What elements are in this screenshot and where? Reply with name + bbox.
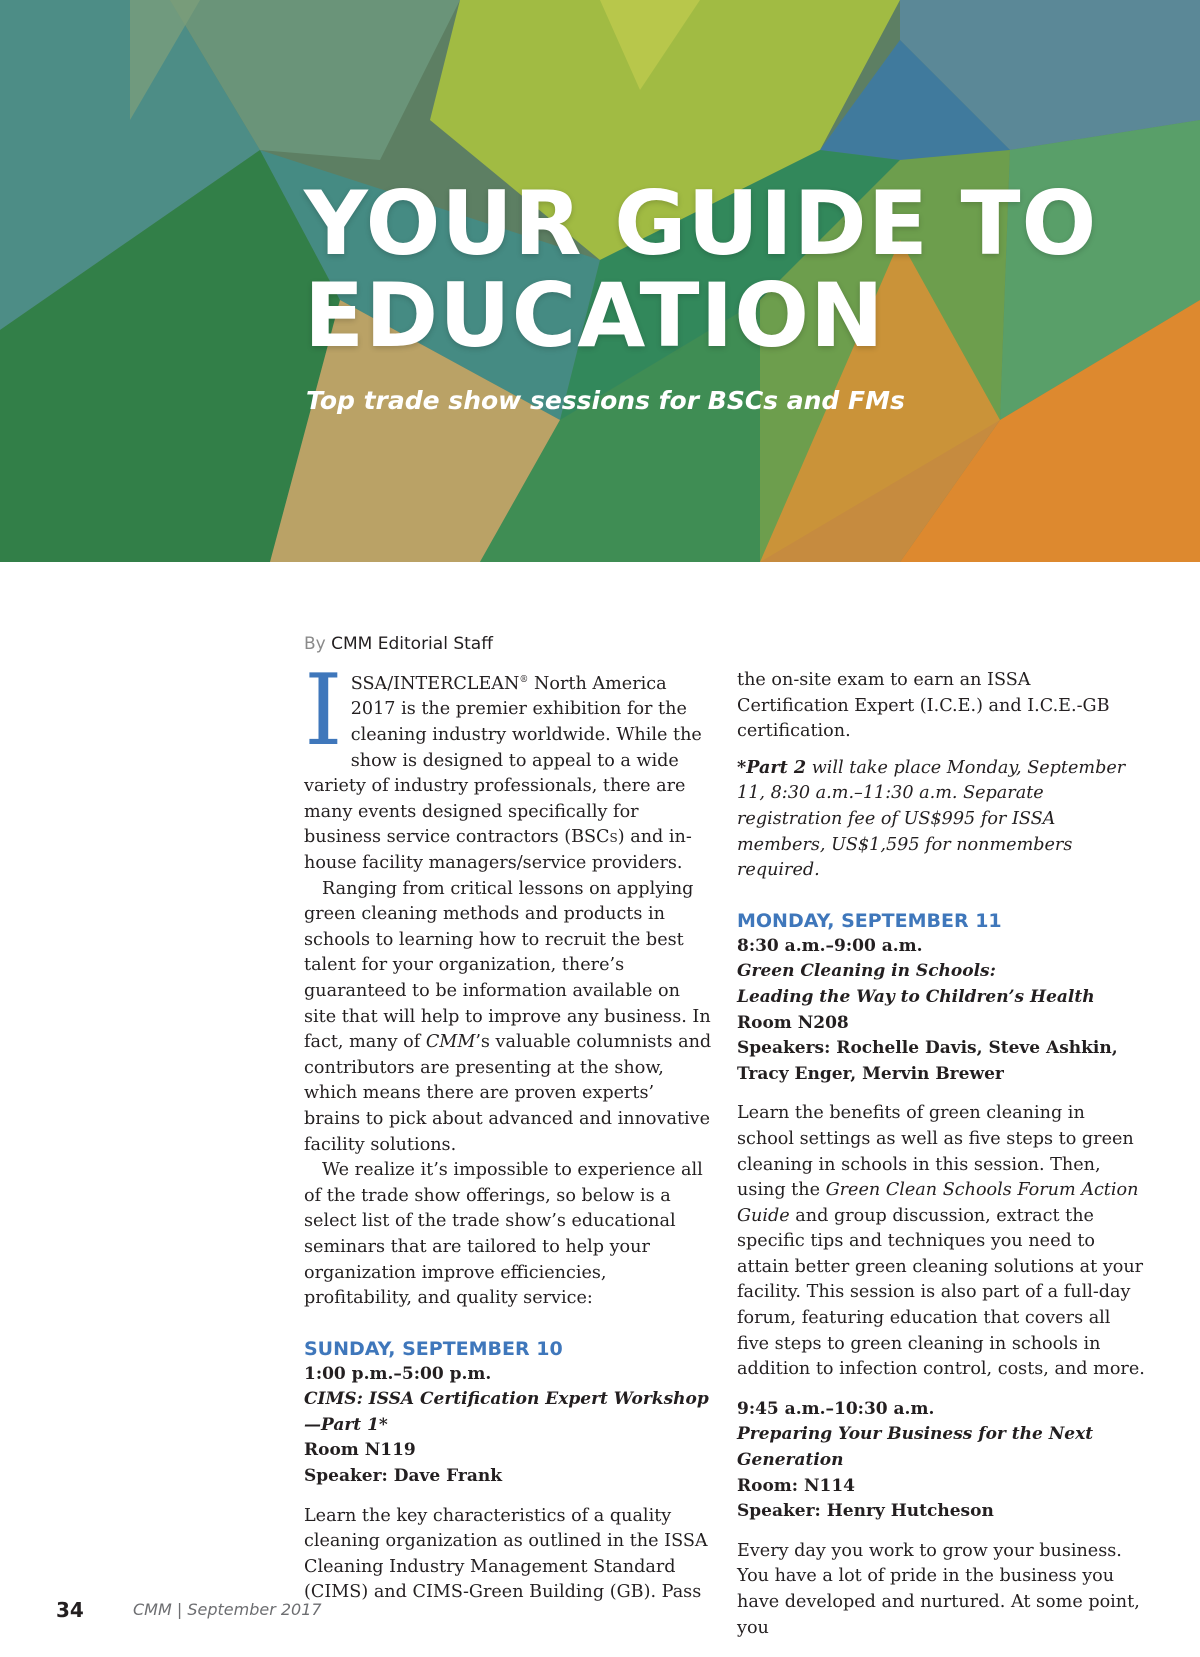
part-2-note xyxy=(737,755,1147,884)
note-issa: ISSA xyxy=(1011,808,1056,829)
note-us: US xyxy=(903,808,931,829)
session-monday-2 xyxy=(737,1397,1147,1525)
desc-text: Certification Expert ( xyxy=(737,695,927,716)
registered-mark: ® xyxy=(519,675,529,685)
intro-text: Ranging from critical lessons on applying green cleaning methods and products in schools to learning how to recruit the best talent for your organization, there’s guaranteed to be information available on site that will help to improve any business. In fact, many of xyxy=(304,878,711,1053)
byline-prefix: By xyxy=(304,634,326,654)
session-title: Preparing Your Business for the Next Generation xyxy=(737,1424,1094,1471)
session-speaker: Speaker: Henry Hutcheson xyxy=(737,1501,994,1522)
title-line-1: YOUR GUIDE TO xyxy=(304,172,1098,275)
monday-heading: MONDAY, SEPTEMBER 11 xyxy=(737,909,1002,932)
session-time: 1:00 p.m.–5:00 p.m. xyxy=(304,1363,492,1384)
article-column-right xyxy=(737,668,1147,1641)
intro-paragraph-3: We realize it’s impossible to experience all of the trade show offerings, so below is a select list of the trade show’s educational seminars that are tailored to help your organization improve efficiencies, profitability, and quality service: xyxy=(304,1160,703,1309)
session-title: CIMS: ISSA Certification Expert Workshop—Part 1* xyxy=(304,1389,709,1435)
desc-text: certification. xyxy=(737,721,851,742)
session-title: Green Cleaning in Schools: xyxy=(737,961,996,982)
session-room: Room N119 xyxy=(304,1440,416,1461)
desc-text: Learn the benefits of green cleaning in school settings as well as five steps to green cleaning in schools in this session. Then, using the xyxy=(737,1103,1134,1201)
hero-banner xyxy=(0,0,1200,562)
session-speakers: Speakers: Rochelle Davis, Steve Ashkin, Tracy Enger, Mervin Brewer xyxy=(737,1038,1118,1084)
desc-ice-gb: I.C.E.-GB xyxy=(1027,695,1110,716)
intro-cmm: CMM xyxy=(425,1032,476,1053)
desc-guide-title: Green Clean Schools Forum Action Guide xyxy=(737,1180,1139,1226)
desc-text: and group discussion, extract the specific tips and techniques you need to attain better green cleaning solutions at your facility. This session is also part of a full-day forum, featuring education that covers all five steps to green cleaning in schools in addition to infection control, costs, and more. xyxy=(737,1205,1145,1380)
session-speaker: Speaker: Dave Frank xyxy=(304,1466,502,1487)
intro-text: ’s valuable columnists and contributors are presenting at the show, which means there are proven experts’ brains to pick about advanced and innovative facility solutions. xyxy=(304,1032,712,1155)
session-description xyxy=(304,1504,712,1606)
desc-text: ) and xyxy=(976,695,1028,716)
desc-text: -Green Building ( xyxy=(462,1582,617,1603)
intro-text: North America 2017 is the premier exhibition for the cleaning industry worldwide. While the show is designed to appeal to a wide variety of industry professionals, there are many events designed specifically for business service contractors ( xyxy=(304,673,702,848)
intro-show-name: SSA/INTERCLEAN xyxy=(350,673,520,694)
intro-paragraph-2 xyxy=(304,877,712,1159)
note-text: will take place Monday, September 11, 8:30 a.m.–11:30 a.m. Separate registration fee of xyxy=(737,757,1126,829)
desc-text: the on-site exam to earn an xyxy=(737,670,988,690)
page-subtitle: Top trade show sessions for BSCs and FMs xyxy=(306,386,905,415)
note-text: members, xyxy=(737,834,832,855)
note-us: US xyxy=(831,834,858,855)
desc-cims: CIMS xyxy=(310,1582,362,1603)
desc-text: ) and xyxy=(361,1582,413,1603)
session-description-continued xyxy=(737,668,1147,745)
session-room: Room N208 xyxy=(737,1012,849,1033)
desc-issa: ISSA xyxy=(987,670,1031,690)
intro-bscs: BSCs xyxy=(571,827,618,848)
desc-text: Learn the key characteristics of a quality cleaning organization as outlined in the xyxy=(304,1505,672,1552)
desc-text: Cleaning Industry Management Standard ( xyxy=(304,1556,676,1603)
title-line-2: EDUCATION xyxy=(304,264,885,367)
byline-author: CMM Editorial Staff xyxy=(331,634,493,654)
session-title: Leading the Way to Children’s Health xyxy=(737,986,1095,1007)
session-time: 8:30 a.m.–9:00 a.m. xyxy=(737,935,923,956)
drop-cap: I xyxy=(304,654,343,768)
desc-gb: GB xyxy=(616,1582,644,1603)
publication-line: CMM | September 2017 xyxy=(133,1600,322,1619)
sunday-heading: SUNDAY, SEPTEMBER 10 xyxy=(304,1337,563,1360)
session-sunday-1 xyxy=(304,1362,712,1490)
desc-ice: I.C.E. xyxy=(926,695,977,716)
desc-text: ). Pass xyxy=(643,1582,702,1603)
note-part: *Part 2 xyxy=(737,756,807,778)
article-column-left xyxy=(304,654,712,1606)
session-room: Room: N114 xyxy=(737,1475,856,1496)
session-monday-1 xyxy=(737,934,1147,1088)
note-text: $995 for xyxy=(930,808,1012,829)
byline xyxy=(304,634,493,654)
intro-paragraph-1 xyxy=(304,654,712,877)
intro-text: ) and in-house facility managers/service providers. xyxy=(304,827,692,874)
session-description xyxy=(737,1101,1147,1383)
note-text: $1,595 for nonmembers required. xyxy=(737,834,1073,881)
session-time: 9:45 a.m.–10:30 a.m. xyxy=(737,1398,935,1419)
page-title xyxy=(304,172,1098,367)
desc-issa: ISSA xyxy=(664,1531,708,1552)
session-description: Every day you work to grow your business. You have a lot of pride in the business you have developed and nurtured. At some point, you xyxy=(737,1540,1140,1638)
page-number: 34 xyxy=(56,1598,84,1622)
desc-cims: CIMS xyxy=(412,1582,463,1603)
